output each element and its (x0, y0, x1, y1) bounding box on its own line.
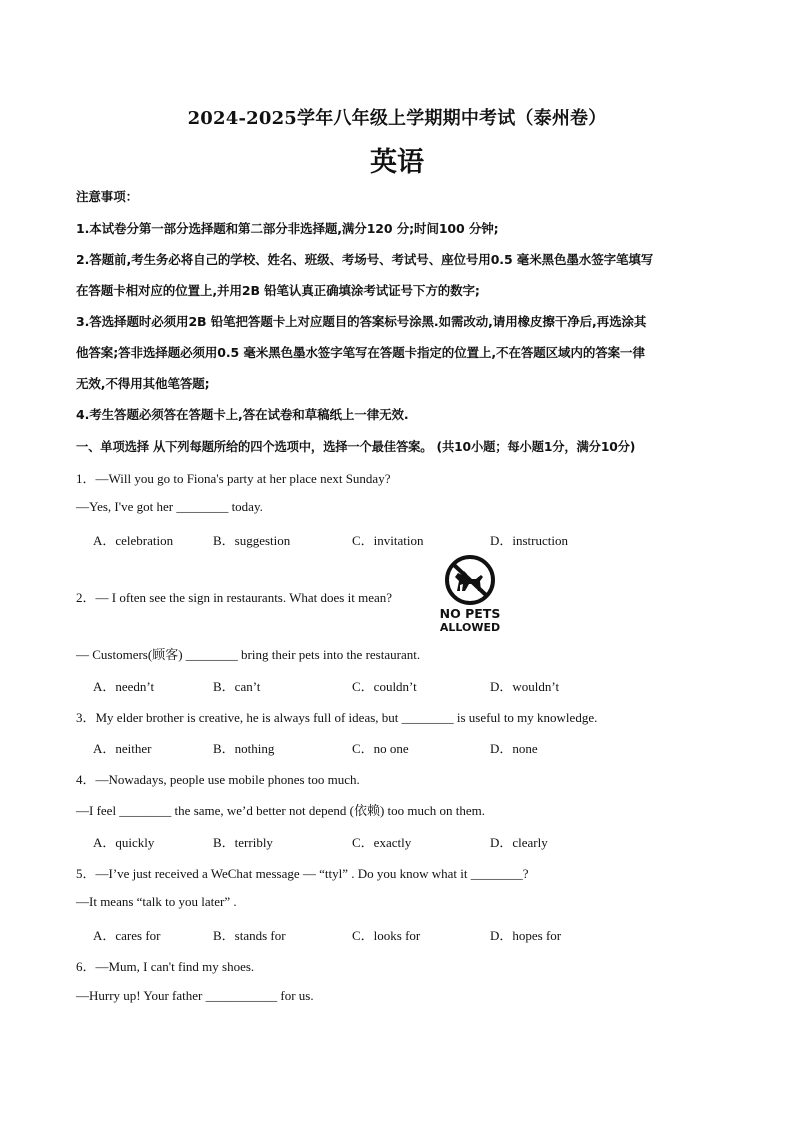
q5-option-d[interactable]: D．hopes for (490, 928, 562, 943)
section-heading: 一、单项选择 从下列每题所给的四个选项中，选择一个最佳答案。 (共10小题；每小题1分，满分10分) (76, 440, 636, 454)
notes-line-6: 无效,不得用其他笔答题; (76, 376, 210, 391)
q3-option-c[interactable]: C．no one (352, 741, 409, 756)
question-1-stem: 1．—Will you go to Fiona's party at her place next Sunday? (76, 471, 391, 486)
q1-option-c[interactable]: C．invitation (352, 533, 424, 548)
question-6-stem: 6．—Mum, I can't find my shoes. (76, 959, 255, 974)
q3-option-a[interactable]: A．neither (93, 741, 152, 756)
q5-option-b[interactable]: B．stands for (213, 928, 286, 943)
question-4-reply: —I feel ________ the same, we’d better not depend (依赖) too much on them. (76, 803, 486, 818)
notes-line-3: 在答题卡相对应的位置上,并用2B 铅笔认真正确填涂考试证号下方的数字; (76, 283, 480, 298)
question-2-reply: — Customers(顾客) ________ bring their pets into the restaurant. (76, 647, 421, 662)
question-1-reply: —Yes, I've got her ________ today. (76, 499, 263, 514)
q2-option-d[interactable]: D．wouldn’t (490, 679, 560, 694)
q4-option-a[interactable]: A．quickly (93, 835, 155, 850)
question-5-stem: 5．—I’ve just received a WeChat message — “ttyl” . Do you know what it ________? (76, 866, 529, 881)
notes-line-2: 2.答题前,考生务必将自己的学校、姓名、班级、考场号、考试号、座位号用0.5 毫米黑色墨水签字笔填写 (76, 252, 654, 267)
q5-option-c[interactable]: C．looks for (352, 928, 421, 943)
notes-line-1: 1.本试卷分第一部分选择题和第二部分非选择题,满分120 分;时间100 分钟; (76, 221, 499, 236)
question-5-reply: —It means “talk to you later” . (76, 894, 237, 909)
q5-option-a[interactable]: A．cares for (93, 928, 161, 943)
sign-line-2: ALLOWED (439, 621, 501, 634)
sign-line-1: NO PETS (439, 606, 501, 621)
q1-option-a[interactable]: A．celebration (93, 533, 174, 548)
exam-title: 2024-2025学年八年级上学期期中考试（泰州卷） (187, 108, 607, 129)
question-3-stem: 3．My elder brother is creative, he is always full of ideas, but ________ is useful to my knowledge. (76, 710, 598, 725)
question-6-reply: —Hurry up! Your father ___________ for us. (76, 988, 314, 1003)
notes-heading: 注意事项： (76, 189, 139, 204)
notes-line-4: 3.答选择题时必须用2B 铅笔把答题卡上对应题目的答案标号涂黑.如需改动,请用橡皮擦干净后,再选涂其 (76, 314, 647, 329)
q4-option-c[interactable]: C．exactly (352, 835, 412, 850)
question-2-stem: 2．— I often see the sign in restaurants. What does it mean? (76, 590, 393, 605)
q1-option-d[interactable]: D．instruction (490, 533, 568, 548)
q2-option-a[interactable]: A．needn’t (93, 679, 155, 694)
no-dogs-icon (431, 553, 509, 637)
q2-option-b[interactable]: B．can’t (213, 679, 261, 694)
q4-option-b[interactable]: B．terribly (213, 835, 273, 850)
notes-line-7: 4.考生答题必须答在答题卡上,答在试卷和草稿纸上一律无效. (76, 407, 409, 422)
notes-line-5: 他答案;答非选择题必须用0.5 毫米黑色墨水签字笔写在答题卡指定的位置上,不在答题区域内的答案一律 (76, 345, 645, 360)
q4-option-d[interactable]: D．clearly (490, 835, 548, 850)
q3-option-b[interactable]: B．nothing (213, 741, 275, 756)
q1-option-b[interactable]: B．suggestion (213, 533, 291, 548)
q3-option-d[interactable]: D．none (490, 741, 538, 756)
q2-option-c[interactable]: C．couldn’t (352, 679, 417, 694)
question-4-stem: 4．—Nowadays, people use mobile phones too much. (76, 772, 360, 787)
subject-title: 英语 (370, 147, 424, 178)
no-pets-sign (431, 553, 509, 637)
